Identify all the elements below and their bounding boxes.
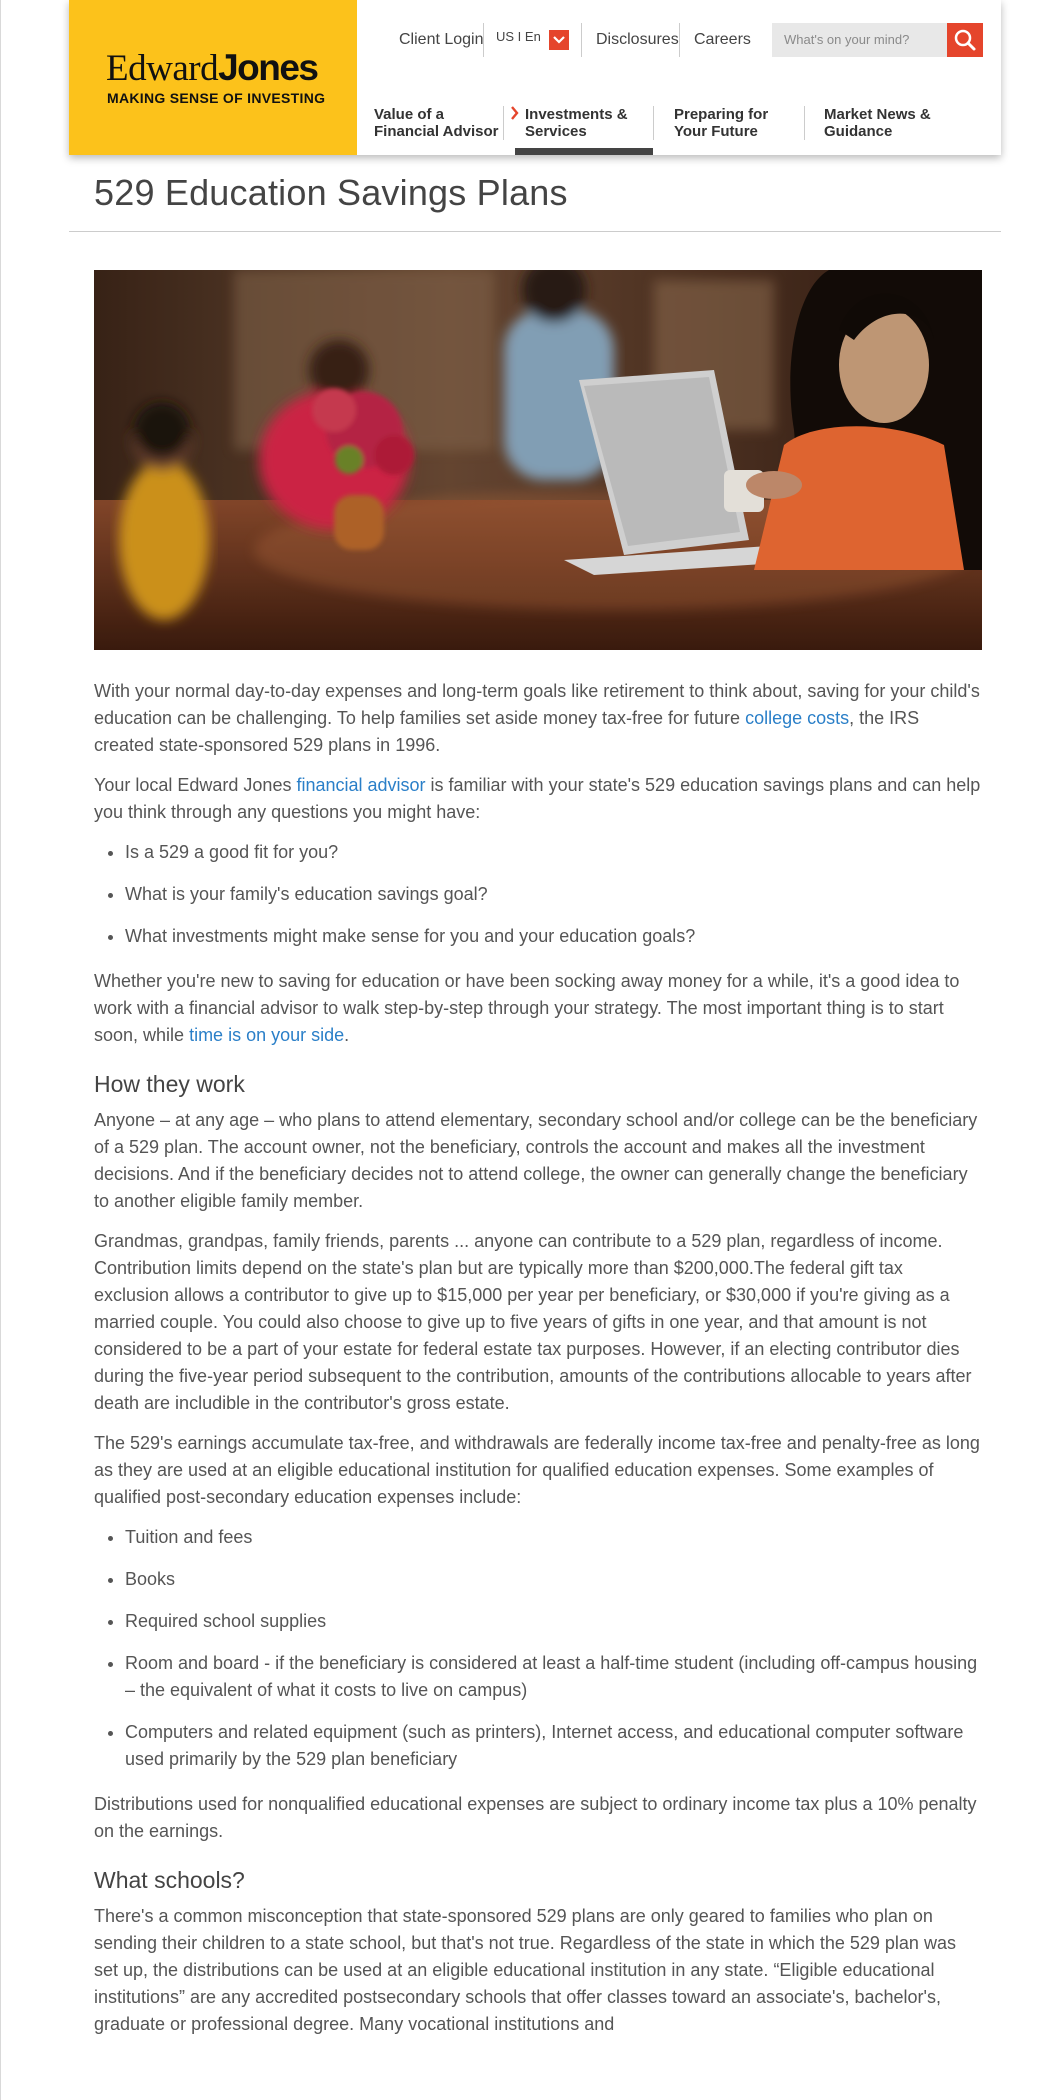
paragraph: Anyone – at any age – who plans to attend elementary, secondary school and/or college can be the beneficiary of a 529 plan. The account owner, not the beneficiary, controls the account and makes all the investment decisions. And if the beneficiary decides not to attend college, the owner can generally change the beneficiary to another eligible family member. xyxy=(94,1110,978,1211)
chevron-down-icon[interactable] xyxy=(549,30,569,50)
careers-link[interactable]: Careers xyxy=(694,31,751,48)
paragraph: There's a common misconception that state-sponsored 529 plans are only geared to families who plan on sending their children to a state school, but that's not true. Regardless of the state in which the 529 plan was set up, the distributions can be used at an eligible educational institution in any state. “Eligible educational institutions” are any accredited postsecondary schools that offer classes toward an associate's, bachelor's, graduate or professional degree. Many vocational institutions and xyxy=(94,1906,956,2034)
text: Whether you're new to saving for education or have been socking away money for a while, it's a good idea to work with a financial advisor to walk step-by-step through your strategy. The most important thing is to start soon, while xyxy=(94,971,960,1045)
what-schools-heading: What schools? xyxy=(94,1867,245,1893)
expenses-list xyxy=(94,1524,982,1773)
list-item: • What investments might make sense for you and your education goals? xyxy=(125,923,982,950)
page-title: 529 Education Savings Plans xyxy=(94,172,568,213)
college-costs-link[interactable]: college costs xyxy=(745,708,850,728)
time-on-your-side-link[interactable]: time is on your side xyxy=(189,1025,345,1045)
logo[interactable] xyxy=(69,0,357,155)
nav-label: Financial Advisor xyxy=(374,123,499,140)
nav-label: Investments & xyxy=(525,106,628,123)
nav-label: Preparing for xyxy=(674,106,769,123)
client-login-link[interactable]: Client Login xyxy=(399,31,484,48)
article-body xyxy=(94,678,982,2051)
search-icon xyxy=(947,23,983,57)
start-soon-paragraph xyxy=(94,968,982,1049)
paragraph: Grandmas, grandpas, family friends, parents ... anyone can contribute to a 529 plan, regardless of income. Contribution limits depend on the state's plan but are typically more than $200,000.The federal gift tax exclusion allows a contributor to give up to $15,000 per year per beneficiary, or $30,000 if you're giving as a married couple. You could also choose to give up to five years of gifts in one year, and that amount is not considered to be a part of your estate for federal estate tax purposes. However, if an electing contributor dies during the five-year period subsequent to the contribution, amounts of the contributions allocable to years after death are includible in the contributor's gross estate. xyxy=(94,1231,972,1413)
paragraph: Distributions used for nonqualified educational expenses are subject to ordinary income tax plus a 10% penalty on the earnings. xyxy=(94,1794,977,1841)
text: Your local Edward Jones xyxy=(94,775,297,795)
search-button[interactable] xyxy=(947,23,983,57)
questions-list xyxy=(94,839,982,950)
list-item: • Is a 529 a good fit for you? xyxy=(125,839,982,866)
nav-label: Guidance xyxy=(824,123,893,140)
search-input[interactable]: What's on your mind? xyxy=(772,23,947,57)
logo-wordmark: EdwardJones xyxy=(106,47,318,89)
site-header xyxy=(69,0,1001,155)
nav-investments-services[interactable] xyxy=(525,106,628,140)
nav-label: Services xyxy=(525,123,587,140)
nav-label: Value of a xyxy=(374,106,445,123)
how-they-work-heading: How they work xyxy=(94,1071,245,1097)
intro-paragraph xyxy=(94,678,982,759)
disclosures-link[interactable]: Disclosures xyxy=(596,31,679,48)
divider xyxy=(653,106,654,140)
divider xyxy=(581,23,582,57)
divider xyxy=(483,23,484,57)
page-border xyxy=(0,0,1,2100)
financial-advisor-link[interactable]: financial advisor xyxy=(296,775,426,795)
nav-label: Your Future xyxy=(674,123,758,140)
paragraph: The 529's earnings accumulate tax-free, and withdrawals are federally income tax-free and penalty-free as long as they are used at an eligible educational institution for qualified education expenses. Some examples of qualified post-secondary education expenses include: xyxy=(94,1433,980,1507)
divider xyxy=(679,23,680,57)
nav-label: Market News & xyxy=(824,106,931,123)
text: . xyxy=(344,1025,350,1045)
nav-active-indicator xyxy=(515,148,653,155)
divider xyxy=(503,106,504,140)
logo-tagline: MAKING SENSE OF INVESTING xyxy=(107,90,326,106)
text: is familiar with your state's 529 education savings plans and can help you think through any questions you might have: xyxy=(94,775,981,822)
text: , the IRS created state-sponsored 529 plans in 1996. xyxy=(94,708,920,755)
nav-market-news[interactable] xyxy=(824,106,931,140)
advisor-paragraph xyxy=(94,772,982,826)
list-item: • Required school supplies xyxy=(125,1608,982,1635)
hero-photo xyxy=(94,270,982,650)
title-divider xyxy=(69,231,1001,232)
hero-image xyxy=(94,270,982,650)
list-item: • Tuition and fees xyxy=(125,1524,982,1551)
nav-value-of-advisor[interactable] xyxy=(374,106,498,140)
list-item: • Books xyxy=(125,1566,982,1593)
list-item: • Computers and related equipment (such as printers), Internet access, and educational computer software used primarily by the 529 plan beneficiary xyxy=(125,1719,982,1773)
chevron-right-icon xyxy=(511,106,519,125)
list-item: • What is your family's education savings goal? xyxy=(125,881,982,908)
list-item: • Room and board - if the beneficiary is considered at least a half-time student (including off-campus housing – the equivalent of what it costs to live on campus) xyxy=(125,1650,982,1704)
text: With your normal day-to-day expenses and long-term goals like retirement to think about, saving for your child's education can be challenging. To help families set aside money tax-free for future xyxy=(94,681,980,728)
language-selector[interactable]: US I En xyxy=(496,29,541,44)
nav-preparing-future[interactable] xyxy=(674,106,768,140)
divider xyxy=(804,106,805,140)
